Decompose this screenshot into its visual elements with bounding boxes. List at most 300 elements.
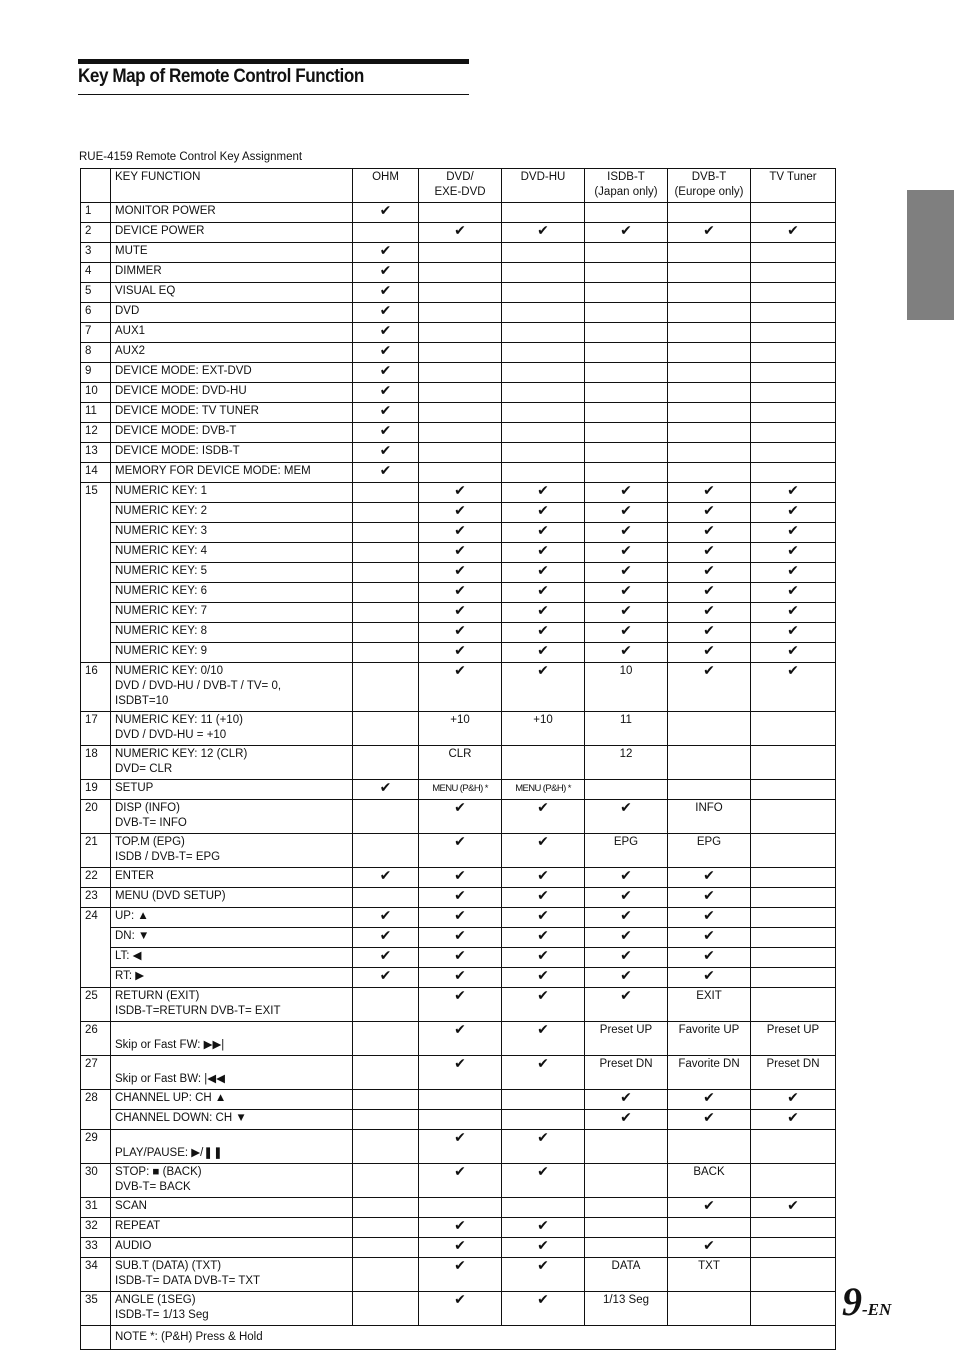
- cell-isdb-t: [585, 888, 668, 908]
- check-icon: ✔: [620, 800, 632, 816]
- cell-ohm: [353, 834, 419, 868]
- cell-dvb-t: [668, 323, 751, 343]
- check-icon: ✔: [537, 1292, 549, 1308]
- cell-dvb-t: [668, 780, 751, 800]
- cell-dvd-hu: [502, 746, 585, 780]
- cell-isdb-t: [585, 503, 668, 523]
- check-icon: ✔: [454, 800, 466, 816]
- key-function-line: DVD / DVD-HU / DVB-T / TV= 0,: [115, 680, 282, 692]
- cell-ohm: [353, 1258, 419, 1292]
- cell-isdb-t: [585, 908, 668, 928]
- check-icon: ✔: [537, 523, 549, 539]
- cell-dvb-t: [668, 1056, 751, 1090]
- cell-isdb-t: [585, 443, 668, 463]
- table-row: [81, 746, 836, 780]
- table-row: [81, 1292, 836, 1326]
- cell-isdb-t: [585, 746, 668, 780]
- cell-tv-tuner: [751, 203, 836, 223]
- check-icon: ✔: [703, 868, 715, 884]
- cell-ohm: [353, 623, 419, 643]
- key-function-line: DEVICE MODE: ISDB-T: [115, 445, 240, 457]
- cell-ohm: [353, 1238, 419, 1258]
- cell-dvd-hu: [502, 928, 585, 948]
- cell-dvd: [419, 643, 502, 663]
- table-row: [81, 343, 836, 363]
- check-icon: ✔: [703, 1198, 715, 1214]
- cell-isdb-t: [585, 1110, 668, 1130]
- check-icon: ✔: [787, 1090, 799, 1106]
- check-icon: ✔: [537, 888, 549, 904]
- cell-dvd-hu: [502, 383, 585, 403]
- cell-dvb-t: [668, 928, 751, 948]
- check-icon: ✔: [537, 908, 549, 924]
- check-icon: ✔: [379, 463, 392, 479]
- cell-dvb-t: [668, 403, 751, 423]
- row-number: 12: [81, 423, 111, 443]
- key-function: [111, 503, 353, 523]
- key-function: [111, 1238, 353, 1258]
- cell-dvd-hu: [502, 800, 585, 834]
- check-icon: ✔: [620, 988, 632, 1004]
- cell-tv-tuner: [751, 1258, 836, 1292]
- cell-dvd-hu: [502, 948, 585, 968]
- cell-dvd-hu: [502, 403, 585, 423]
- cell-dvb-t: [668, 988, 751, 1022]
- key-map-table: [80, 168, 836, 1350]
- cell-ohm: [353, 800, 419, 834]
- check-icon: ✔: [454, 1238, 466, 1254]
- row-number: 29: [81, 1130, 111, 1164]
- key-function: [111, 403, 353, 423]
- key-function-line: NUMERIC KEY: 0/10: [115, 665, 224, 677]
- cell-isdb-t: [585, 663, 668, 712]
- key-function-line: AUX1: [115, 325, 146, 337]
- table-row: [81, 1218, 836, 1238]
- cell-dvd-hu: [502, 712, 585, 746]
- check-icon: ✔: [620, 1110, 632, 1126]
- cell-isdb-t: [585, 780, 668, 800]
- cell-dvd: [419, 663, 502, 712]
- cell-dvd: [419, 1110, 502, 1130]
- key-function-line: CHANNEL UP: CH ▲: [115, 1092, 227, 1104]
- cell-isdb-t: [585, 343, 668, 363]
- row-number: 25: [81, 988, 111, 1022]
- table-row: [81, 283, 836, 303]
- check-icon: ✔: [537, 663, 549, 679]
- header-dvbt-line-1: DVB-T: [691, 171, 727, 183]
- cell-isdb-t: [585, 1164, 668, 1198]
- check-icon: ✔: [537, 800, 549, 816]
- cell-dvd: [419, 383, 502, 403]
- cell-isdb-t: [585, 423, 668, 443]
- cell-dvb-t: [668, 800, 751, 834]
- table-row: [81, 1238, 836, 1258]
- cell-tv-tuner: [751, 383, 836, 403]
- cell-tv-tuner: [751, 1292, 836, 1326]
- row-number: 32: [81, 1218, 111, 1238]
- cell-ohm: [353, 223, 419, 243]
- cell-dvd-hu: [502, 1292, 585, 1326]
- cell-ohm: [353, 712, 419, 746]
- table-row: [81, 303, 836, 323]
- cell-dvd: [419, 888, 502, 908]
- cell-dvd-hu: [502, 503, 585, 523]
- check-icon: ✔: [454, 908, 466, 924]
- cell-dvb-t: [668, 888, 751, 908]
- key-function: [111, 988, 353, 1022]
- header-row: [81, 169, 836, 203]
- cell-text: 12: [619, 748, 633, 760]
- cell-dvd: [419, 712, 502, 746]
- cell-text: MENU (P&H) *: [515, 783, 571, 794]
- cell-ohm: [353, 463, 419, 483]
- cell-dvd: [419, 483, 502, 503]
- check-icon: ✔: [454, 1218, 466, 1234]
- cell-text: TXT: [698, 1260, 720, 1272]
- key-function-line: [115, 1131, 348, 1146]
- table-row: [81, 968, 836, 988]
- cell-dvd: [419, 363, 502, 383]
- cell-dvd: [419, 988, 502, 1022]
- cell-dvd-hu: [502, 243, 585, 263]
- table-row: [81, 243, 836, 263]
- header-tv-tuner: TV Tuner: [751, 169, 836, 203]
- cell-text: EXIT: [696, 990, 722, 1002]
- row-number: 22: [81, 868, 111, 888]
- row-number: 31: [81, 1198, 111, 1218]
- cell-dvb-t: [668, 908, 751, 928]
- cell-ohm: [353, 443, 419, 463]
- row-number: 18: [81, 746, 111, 780]
- row-number: 2: [81, 223, 111, 243]
- row-number: 20: [81, 800, 111, 834]
- key-function-line: AUDIO: [115, 1240, 152, 1252]
- row-number: 9: [81, 363, 111, 383]
- key-function: [111, 203, 353, 223]
- check-icon: ✔: [454, 523, 466, 539]
- cell-isdb-t: [585, 948, 668, 968]
- check-icon: ✔: [454, 948, 466, 964]
- key-function-line: MUTE: [115, 245, 148, 257]
- check-icon: ✔: [787, 663, 799, 679]
- cell-tv-tuner: [751, 948, 836, 968]
- check-icon: ✔: [620, 543, 632, 559]
- check-icon: ✔: [620, 948, 632, 964]
- row-number: 17: [81, 712, 111, 746]
- page-title: Key Map of Remote Control Function: [78, 66, 364, 87]
- header-dvd-hu: DVD-HU: [502, 169, 585, 203]
- cell-ohm: [353, 1022, 419, 1056]
- table-row: [81, 223, 836, 243]
- cell-isdb-t: [585, 1130, 668, 1164]
- cell-text: DATA: [611, 1260, 641, 1272]
- key-function-line: SCAN: [115, 1200, 147, 1212]
- cell-tv-tuner: [751, 563, 836, 583]
- key-function: [111, 1130, 353, 1164]
- cell-ohm: [353, 1090, 419, 1110]
- cell-dvb-t: [668, 203, 751, 223]
- key-function: [111, 223, 353, 243]
- table-row: [81, 1130, 836, 1164]
- cell-dvd: [419, 800, 502, 834]
- check-icon: ✔: [703, 663, 715, 679]
- cell-text: 1/13 Seg: [602, 1294, 650, 1306]
- cell-isdb-t: [585, 968, 668, 988]
- cell-tv-tuner: [751, 1110, 836, 1130]
- cell-dvd: [419, 543, 502, 563]
- check-icon: ✔: [787, 1110, 799, 1126]
- header-ohm: OHM: [353, 169, 419, 203]
- check-icon: ✔: [537, 1130, 549, 1146]
- cell-tv-tuner: [751, 463, 836, 483]
- check-icon: ✔: [379, 263, 392, 279]
- row-number: 10: [81, 383, 111, 403]
- cell-tv-tuner: [751, 323, 836, 343]
- cell-tv-tuner: [751, 1238, 836, 1258]
- key-function-line: DEVICE MODE: DVB-T: [115, 425, 237, 437]
- cell-ohm: [353, 1110, 419, 1130]
- cell-dvd-hu: [502, 1090, 585, 1110]
- cell-ohm: [353, 583, 419, 603]
- cell-dvd: [419, 303, 502, 323]
- check-icon: ✔: [537, 563, 549, 579]
- cell-tv-tuner: [751, 1090, 836, 1110]
- cell-dvd-hu: [502, 1056, 585, 1090]
- cell-ohm: [353, 663, 419, 712]
- cell-text: +10: [533, 714, 553, 726]
- key-function-line: RETURN (EXIT): [115, 990, 200, 1002]
- row-number: 28: [81, 1090, 111, 1130]
- cell-dvd: [419, 1022, 502, 1056]
- key-function-line: [115, 1057, 348, 1072]
- row-number: 13: [81, 443, 111, 463]
- key-function-line: AUX2: [115, 345, 146, 357]
- table-row: [81, 1022, 836, 1056]
- cell-tv-tuner: [751, 483, 836, 503]
- cell-ohm: [353, 1130, 419, 1164]
- cell-isdb-t: [585, 1198, 668, 1218]
- check-icon: ✔: [379, 203, 392, 219]
- key-function-line: DVD: [115, 305, 140, 317]
- table-row: [81, 443, 836, 463]
- table-row: [81, 463, 836, 483]
- check-icon: ✔: [620, 563, 632, 579]
- cell-dvd-hu: [502, 283, 585, 303]
- cell-dvb-t: [668, 1238, 751, 1258]
- key-function-line: DEVICE MODE: EXT-DVD: [115, 365, 252, 377]
- cell-isdb-t: [585, 988, 668, 1022]
- key-function-line: DVD / DVD-HU = +10: [115, 729, 227, 741]
- cell-dvd-hu: [502, 643, 585, 663]
- title-underline: [78, 94, 469, 95]
- page-number-digit: 9: [842, 1279, 862, 1324]
- key-function: [111, 643, 353, 663]
- cell-dvb-t: [668, 303, 751, 323]
- cell-ohm: [353, 303, 419, 323]
- check-icon: ✔: [379, 243, 392, 259]
- key-function: [111, 800, 353, 834]
- cell-dvd: [419, 928, 502, 948]
- cell-ohm: [353, 323, 419, 343]
- row-number: 15: [81, 483, 111, 663]
- cell-tv-tuner: [751, 423, 836, 443]
- check-icon: ✔: [787, 563, 799, 579]
- cell-dvb-t: [668, 1258, 751, 1292]
- key-function: [111, 343, 353, 363]
- cell-dvd-hu: [502, 1218, 585, 1238]
- cell-dvb-t: [668, 523, 751, 543]
- page-number: [842, 1278, 891, 1325]
- check-icon: ✔: [537, 1258, 549, 1274]
- cell-dvd-hu: [502, 1258, 585, 1292]
- cell-dvb-t: [668, 483, 751, 503]
- check-icon: ✔: [703, 928, 715, 944]
- cell-dvd: [419, 203, 502, 223]
- header-isdbt-line-2: (Japan only): [594, 186, 658, 198]
- check-icon: ✔: [454, 834, 466, 850]
- cell-dvd-hu: [502, 343, 585, 363]
- cell-dvd: [419, 1056, 502, 1090]
- table-row: [81, 1110, 836, 1130]
- cell-tv-tuner: [751, 583, 836, 603]
- key-function-line: RT: ▶: [115, 970, 145, 982]
- cell-ohm: [353, 543, 419, 563]
- check-icon: ✔: [620, 523, 632, 539]
- cell-dvb-t: [668, 263, 751, 283]
- cell-dvd-hu: [502, 1110, 585, 1130]
- key-function: [111, 523, 353, 543]
- cell-dvb-t: [668, 663, 751, 712]
- cell-ohm: [353, 483, 419, 503]
- key-function-line: ISDB-T= DATA DVB-T= TXT: [115, 1275, 261, 1287]
- cell-dvb-t: [668, 223, 751, 243]
- cell-dvd: [419, 523, 502, 543]
- check-icon: ✔: [703, 603, 715, 619]
- check-icon: ✔: [787, 603, 799, 619]
- cell-dvd-hu: [502, 780, 585, 800]
- cell-text: Favorite UP: [678, 1024, 740, 1036]
- cell-dvb-t: [668, 712, 751, 746]
- key-function-line: NUMERIC KEY: 9: [115, 645, 208, 657]
- row-number: 27: [81, 1056, 111, 1090]
- note-row: [81, 1326, 836, 1350]
- key-function-line: NUMERIC KEY: 8: [115, 625, 208, 637]
- row-number: 19: [81, 780, 111, 800]
- table-row: [81, 1090, 836, 1110]
- cell-dvb-t: [668, 1292, 751, 1326]
- check-icon: ✔: [537, 928, 549, 944]
- cell-isdb-t: [585, 463, 668, 483]
- cell-dvb-t: [668, 603, 751, 623]
- cell-dvd-hu: [502, 603, 585, 623]
- cell-dvd-hu: [502, 563, 585, 583]
- key-function-line: REPEAT: [115, 1220, 161, 1232]
- check-icon: ✔: [620, 603, 632, 619]
- row-number: 6: [81, 303, 111, 323]
- table-row: [81, 323, 836, 343]
- cell-dvb-t: [668, 243, 751, 263]
- cell-text: EPG: [613, 836, 639, 848]
- check-icon: ✔: [787, 623, 799, 639]
- cell-dvb-t: [668, 1090, 751, 1110]
- side-tab-marker: [907, 190, 954, 320]
- cell-dvd-hu: [502, 543, 585, 563]
- cell-tv-tuner: [751, 543, 836, 563]
- cell-ohm: [353, 243, 419, 263]
- cell-isdb-t: [585, 1258, 668, 1292]
- cell-isdb-t: [585, 543, 668, 563]
- cell-isdb-t: [585, 1090, 668, 1110]
- check-icon: ✔: [620, 968, 632, 984]
- check-icon: ✔: [454, 563, 466, 579]
- cell-dvb-t: [668, 503, 751, 523]
- key-function: [111, 423, 353, 443]
- key-function: [111, 1090, 353, 1110]
- cell-dvb-t: [668, 463, 751, 483]
- cell-ohm: [353, 1218, 419, 1238]
- key-function-line: DVB-T= INFO: [115, 817, 187, 829]
- key-function-line: SETUP: [115, 782, 154, 794]
- key-function-line: ANGLE (1SEG): [115, 1294, 196, 1306]
- check-icon: ✔: [620, 1090, 632, 1106]
- check-icon: ✔: [454, 1022, 466, 1038]
- cell-isdb-t: [585, 928, 668, 948]
- table-row: [81, 603, 836, 623]
- key-function-line: Skip or Fast BW: |◀◀: [115, 1073, 225, 1085]
- key-function-line: TOP.M (EPG): [115, 836, 185, 848]
- cell-text: 11: [620, 714, 632, 726]
- cell-tv-tuner: [751, 834, 836, 868]
- check-icon: ✔: [537, 868, 549, 884]
- cell-isdb-t: [585, 323, 668, 343]
- check-icon: ✔: [454, 868, 466, 884]
- key-function-line: DIMMER: [115, 265, 162, 277]
- check-icon: ✔: [454, 1164, 466, 1180]
- cell-dvd: [419, 603, 502, 623]
- key-function-line: SUB.T (DATA) (TXT): [115, 1260, 222, 1272]
- cell-ohm: [353, 1164, 419, 1198]
- cell-text: Favorite DN: [678, 1058, 740, 1070]
- check-icon: ✔: [703, 583, 715, 599]
- table-row: [81, 423, 836, 443]
- cell-dvd: [419, 1258, 502, 1292]
- row-number: 4: [81, 263, 111, 283]
- key-function-line: STOP: ■ (BACK): [115, 1166, 202, 1178]
- key-function-line: NUMERIC KEY: 1: [115, 485, 208, 497]
- key-function: [111, 888, 353, 908]
- check-icon: ✔: [454, 1130, 466, 1146]
- table-row: [81, 800, 836, 834]
- cell-tv-tuner: [751, 1022, 836, 1056]
- key-function-line: DVD= CLR: [115, 763, 173, 775]
- cell-text: BACK: [693, 1166, 725, 1178]
- cell-dvb-t: [668, 583, 751, 603]
- table-row: [81, 543, 836, 563]
- cell-dvd-hu: [502, 203, 585, 223]
- check-icon: ✔: [703, 563, 715, 579]
- cell-dvd: [419, 243, 502, 263]
- cell-dvd: [419, 1218, 502, 1238]
- cell-dvd: [419, 1198, 502, 1218]
- cell-isdb-t: [585, 403, 668, 423]
- cell-ohm: [353, 968, 419, 988]
- table-row: [81, 583, 836, 603]
- check-icon: ✔: [703, 223, 715, 239]
- table-row: [81, 663, 836, 712]
- cell-dvd: [419, 343, 502, 363]
- header-dvd-line-1: DVD/: [446, 171, 474, 183]
- table-row: [81, 1164, 836, 1198]
